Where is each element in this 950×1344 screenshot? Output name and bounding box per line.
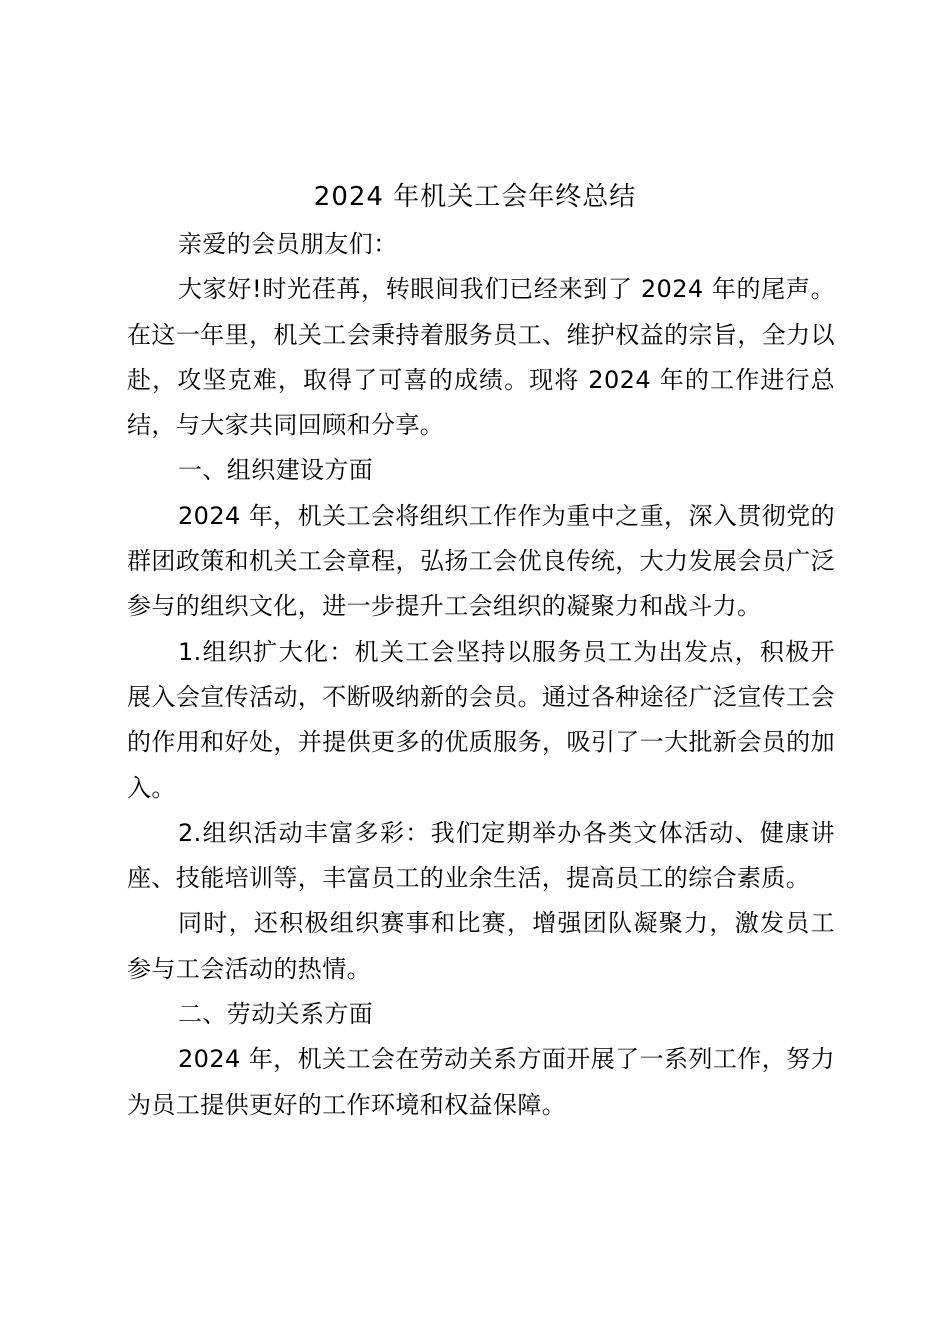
section-heading-organization: 一、组织建设方面 — [178, 456, 374, 485]
organization-item-1: 1.组织扩大化：机关工会坚持以服务员工为出发点，积极开展入会宣传活动，不断吸纳新的会员。通过各种途径广泛宣传工会的作用和好处，并提供更多的优质服务，吸引了一大批新会员的加入。 — [127, 637, 835, 802]
intro-paragraph: 大家好!时光荏苒，转眼间我们已经来到了 2024 年的尾声。在这一年里，机关工会秉持着服务员工、维护权益的宗旨，全力以赴，攻坚克难，取得了可喜的成绩。现将 2024 年的工作进行总结，与大家共同回顾和分享。 — [127, 275, 835, 440]
document-body — [127, 222, 835, 1128]
organization-item-2-continued: 同时，还积极组织赛事和比赛，增强团队凝聚力，激发员工参与工会活动的热情。 — [127, 909, 835, 983]
organization-item-2: 2.组织活动丰富多彩：我们定期举办各类文体活动、健康讲座、技能培训等，丰富员工的业余生活，提高员工的综合素质。 — [127, 818, 835, 893]
document-title: 2024 年机关工会年终总结 — [313, 182, 637, 212]
labor-relations-paragraph: 2024 年，机关工会在劳动关系方面开展了一系列工作，努力为员工提供更好的工作环境和权益保障。 — [127, 1045, 835, 1119]
section-heading-labor-relations: 二、劳动关系方面 — [178, 1000, 374, 1029]
greeting-paragraph: 亲爱的会员朋友们： — [178, 230, 398, 258]
organization-paragraph: 2024 年，机关工会将组织工作作为重中之重，深入贯彻党的群团政策和机关工会章程，弘扬工会优良传统，大力发展会员广泛参与的组织文化，进一步提升工会组织的凝聚力和战斗力。 — [127, 501, 835, 621]
